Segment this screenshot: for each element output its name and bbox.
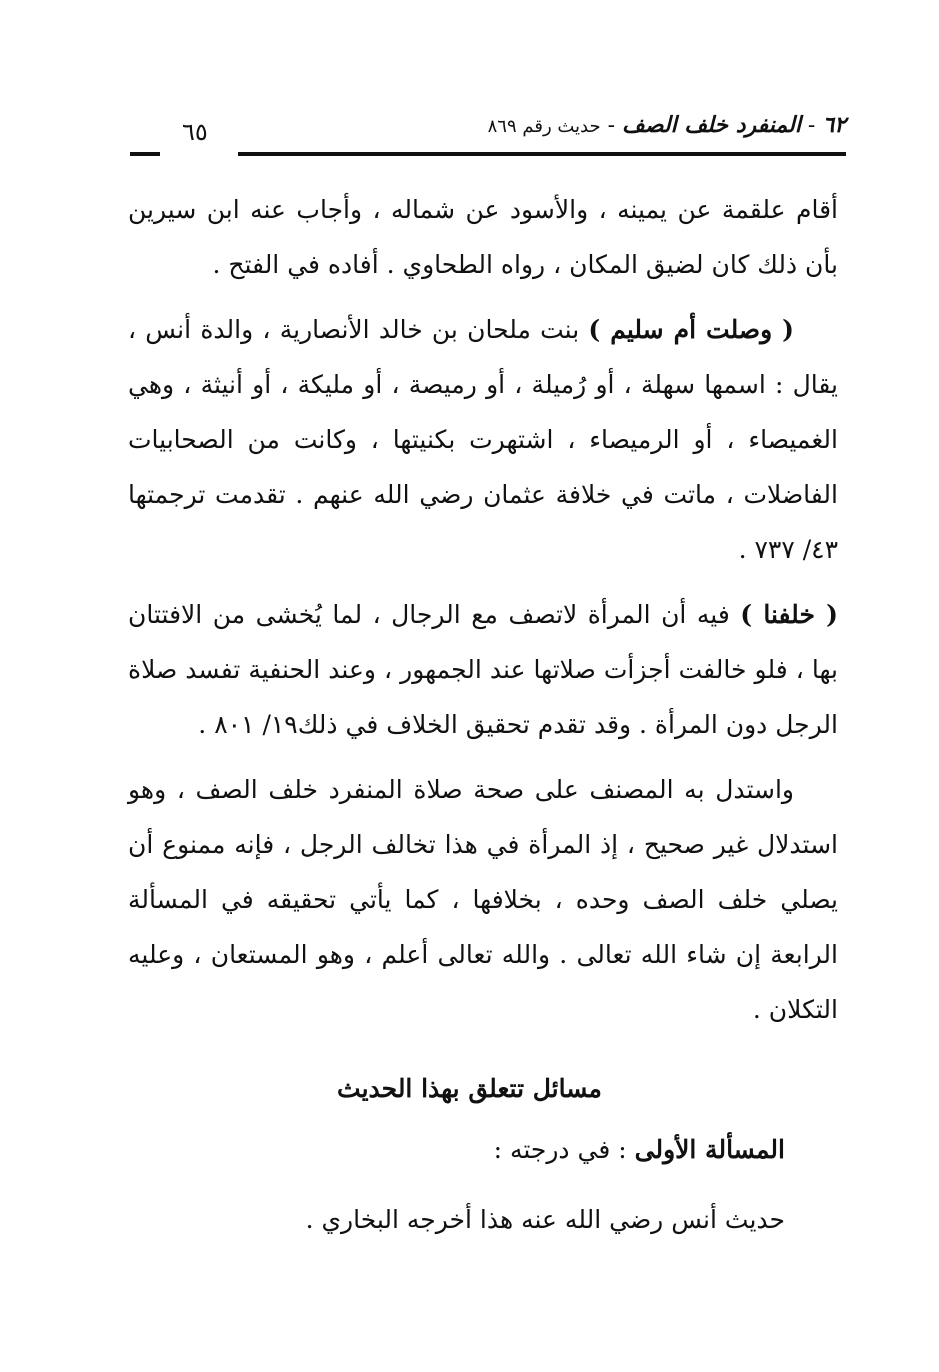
hadith-reference: حديث رقم ٨٦٩ [487,116,601,137]
chapter-title: المنفرد خلف الصف [622,112,801,138]
header-rule [238,152,846,156]
paragraph-lead: ( خلفنا ) [740,600,838,629]
page-number-rule [130,152,160,156]
paragraph [128,587,838,752]
paragraph [128,182,838,292]
issue-label: المسألة الأولى [634,1135,785,1164]
chapter-number: ٦٢ [822,112,846,138]
section-heading: مسائل تتعلق بهذا الحديث [337,1074,602,1103]
paragraph-text: أقام علقمة عن يمينه ، والأسود عن شماله ، وأجاب عنه ابن سيرين بأن ذلك كان لضيق المكان ، رواه الطحاوي . أفاده في الفتح . [128,195,838,279]
paragraph-text: فيه أن المرأة لاتصف مع الرجال ، لما يُخشى من الافتتان بها ، فلو خالفت أجزأت صلاتها عند الجمهور ، وعند الحنفية تفسد صلاة الرجل دون المرأة . وقد تقدم تحقيق الخلاف في ذلك١٩/ ٨٠١ . [128,600,838,739]
page-number: ٦٥ [182,118,208,146]
issue-subtitle: : في درجته : [493,1135,635,1164]
paragraph [128,302,838,577]
paragraph-text: بنت ملحان بن خالد الأنصارية ، والدة أنس ، يقال : اسمها سهلة ، أو رُميلة ، أو رميصة ، أو مليكة ، أو أنيثة ، وهي الغميصاء ، أو الرميصاء ، اشتهرت بكنيتها ، وكانت من الصحابيات الفاضلات ، ماتت في خلافة عثمان رضي الله عنهم . تقدمت ترجمتها ٤٣/ ٧٣٧ . [128,315,838,564]
header-separator: - [800,113,823,138]
header-separator: - [600,113,623,138]
paragraph-lead: ( وصلت أم سليم ) [588,315,794,344]
body-text [128,182,838,1047]
header-title [488,112,846,138]
issue-heading [494,1135,785,1164]
paragraph [128,762,838,1037]
paragraph-text: واستدل به المصنف على صحة صلاة المنفرد خلف الصف ، وهو استدلال غير صحيح ، إذ المرأة في هذا تخالف الرجل ، فإنه ممنوع أن يصلي خلف الصف وحده ، بخلافها ، كما يأتي تحقيقه في المسألة الرابعة إن شاء الله تعالى . والله تعالى أعلم ، وهو المستعان ، وعليه التكلان . [128,775,838,1024]
issue-body: حديث أنس رضي الله عنه هذا أخرجه البخاري . [305,1205,785,1234]
running-header [130,112,846,158]
